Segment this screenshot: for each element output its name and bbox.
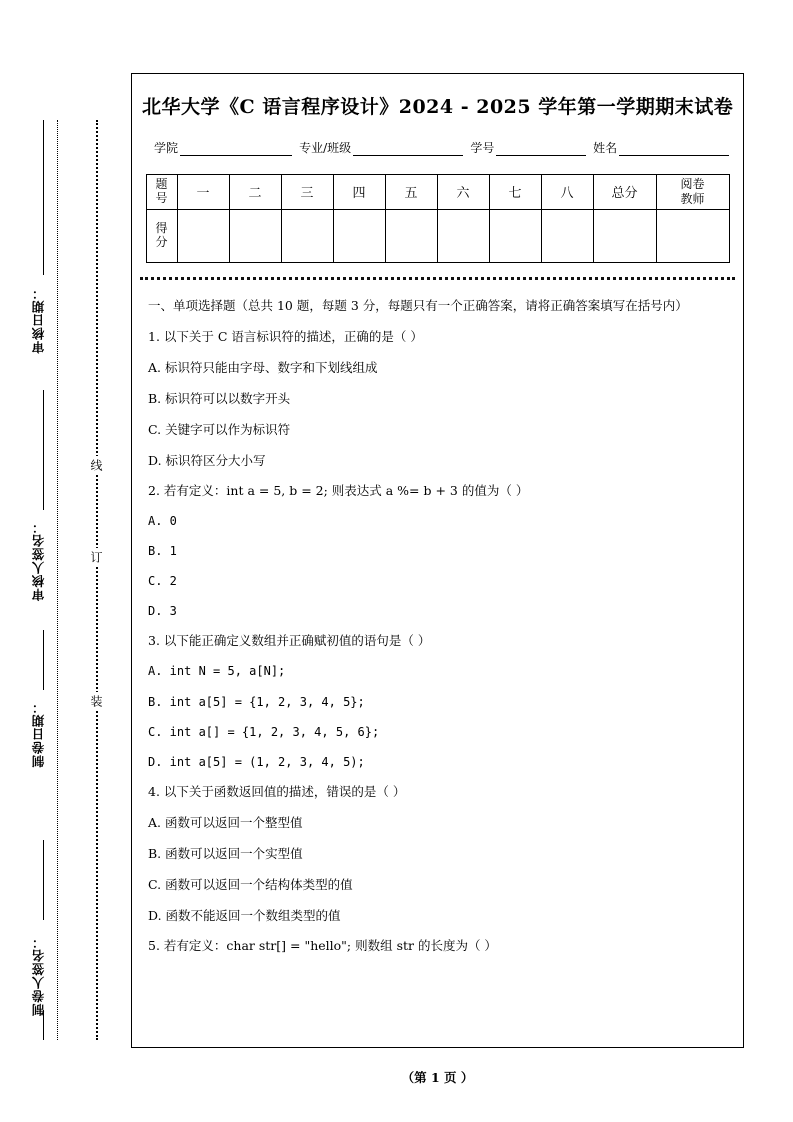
margin-rule-2 [43,390,44,510]
score-cell-6[interactable] [437,209,489,262]
question-3-option-b[interactable]: B. int a[5] = {1, 2, 3, 4, 5}; [148,694,365,709]
question-3-option-a[interactable]: A. int N = 5, a[N]; [148,664,286,679]
compile-date-label: 制卷日期： [31,700,46,768]
question-2-option-b[interactable]: B. 1 [148,543,177,558]
score-table-score-row [146,209,729,262]
section-heading-1: 一、单项选择题（总共 10 题，每题 3 分，每题只有一个正确答案，请将正确答案填写在括号内） [148,297,688,313]
margin-dotted-line-outer [57,120,58,1040]
score-cell-1[interactable] [177,209,229,262]
info-blank-name[interactable] [619,142,729,156]
score-table-stub-score: 得 分 [146,209,177,262]
score-cell-3[interactable] [281,209,333,262]
score-cell-4[interactable] [333,209,385,262]
info-label-college: 学院 [154,141,179,155]
score-col-1: 一 [177,175,229,210]
score-col-7: 七 [489,175,541,210]
question-2-option-a[interactable]: A. 0 [148,513,177,528]
info-label-student-id: 学号 [470,141,495,155]
score-col-marker: 阅卷 教师 [656,175,729,210]
score-cell-8[interactable] [541,209,593,262]
score-col-2: 二 [229,175,281,210]
score-col-5: 五 [385,175,437,210]
question-2-stem: 2. 若有定义：int a = 5, b = 2; 则表达式 a %= b + 3 的值为（ ） [148,482,529,498]
reviewer-signature-label: 审核人签名： [31,520,46,601]
margin-dotted-line-inner [96,120,98,1040]
question-5-stem: 5. 若有定义：char str[] = "hello"; 则数组 str 的长度为（ ） [148,938,497,954]
exam-sheet [131,73,744,1048]
margin-rule-4 [43,840,44,920]
score-table-stub-question-no: 题 号 [146,175,177,210]
question-1-option-a[interactable]: A. 标识符只能由字母、数字和下划线组成 [148,359,378,375]
question-1-option-d[interactable]: D. 标识符区分大小写 [148,452,266,468]
score-cell-2[interactable] [229,209,281,262]
review-date-label: 审核日期： [31,286,46,354]
score-col-4: 四 [333,175,385,210]
question-1-stem: 1. 以下关于 C 语言标识符的描述，正确的是（ ） [148,328,423,344]
score-table-header-row [146,175,729,210]
info-label-name: 姓名 [593,141,618,155]
score-col-3: 三 [281,175,333,210]
margin-rule-1 [43,120,44,275]
seal-mark-assemble: 装 [88,692,105,710]
question-4-option-a[interactable]: A. 函数可以返回一个整型值 [148,815,303,831]
question-3-option-d[interactable]: D. int a[5] = (1, 2, 3, 4, 5); [148,755,365,770]
question-body [148,294,727,957]
margin-rule-3 [43,630,44,690]
question-1-option-c[interactable]: C. 关键字可以作为标识符 [148,421,291,437]
seal-mark-bind: 订 [88,548,105,566]
question-2-option-c[interactable]: C. 2 [148,574,177,589]
question-3-stem: 3. 以下能正确定义数组并正确赋初值的语句是（ ） [148,633,431,649]
question-2-option-d[interactable]: D. 3 [148,604,177,619]
left-margin-annotations [0,0,131,1122]
info-label-major-class: 专业/班级 [299,141,352,155]
question-3-option-c[interactable]: C. int a[] = {1, 2, 3, 4, 5, 6}; [148,724,380,739]
score-col-6: 六 [437,175,489,210]
page-footer: （第 1 页 ） [401,1070,474,1085]
score-col-total: 总分 [593,175,656,210]
score-table [146,174,730,263]
page-title: 北华大学《C 语言程序设计》2024 - 2025 学年第一学期期末试卷 [142,96,734,118]
score-cell-marker[interactable] [656,209,729,262]
info-blank-student-id[interactable] [496,142,585,156]
score-cell-total[interactable] [593,209,656,262]
student-info-row [154,139,729,156]
question-4-option-b[interactable]: B. 函数可以返回一个实型值 [148,846,303,862]
score-cell-7[interactable] [489,209,541,262]
question-1-option-b[interactable]: B. 标识符可以以数字开头 [148,390,291,406]
question-4-option-d[interactable]: D. 函数不能返回一个数组类型的值 [148,908,341,924]
score-col-8: 八 [541,175,593,210]
question-4-stem: 4. 以下关于函数返回值的描述，错误的是（ ） [148,784,406,800]
question-4-option-c[interactable]: C. 函数可以返回一个结构体类型的值 [148,877,353,893]
section-divider [140,277,735,280]
compiler-signature-label: 制卷人签名： [31,935,46,1016]
info-blank-major-class[interactable] [353,142,463,156]
info-blank-college[interactable] [180,142,292,156]
seal-mark-line: 线 [88,456,105,474]
score-cell-5[interactable] [385,209,437,262]
